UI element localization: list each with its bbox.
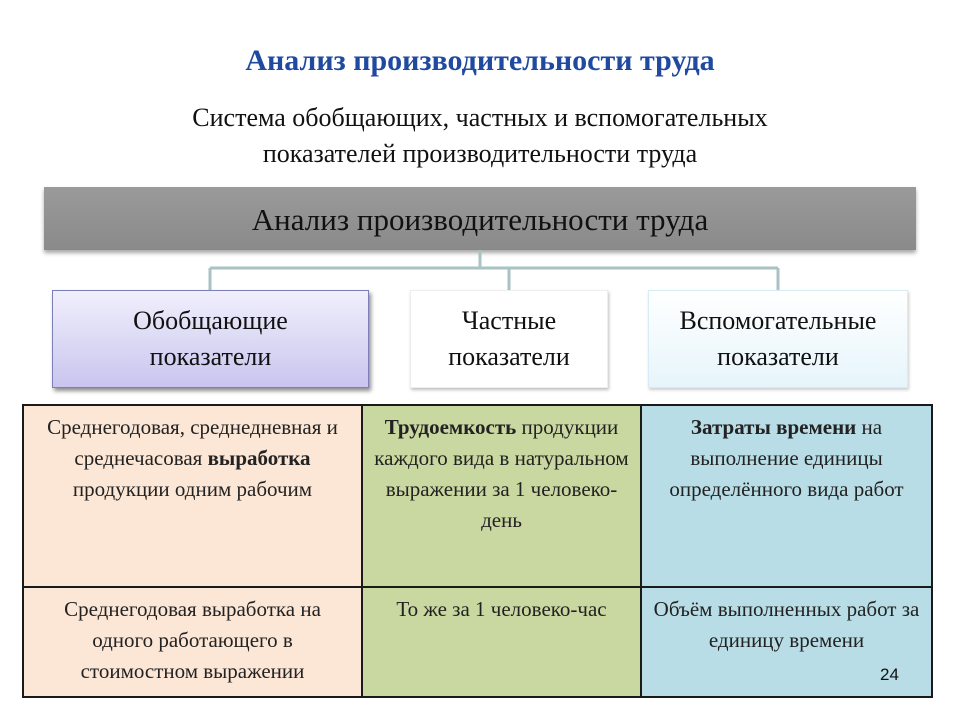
cell-auxiliary-2: Объём выполненных работ за единицу времени	[641, 587, 932, 697]
category-partial	[410, 290, 608, 388]
slide-subtitle	[120, 100, 840, 172]
cell-text: продукции каждого вида в натуральном выражении за 1 человеко-день	[374, 415, 629, 532]
cell-partial-1	[362, 405, 641, 587]
category-general	[52, 290, 369, 388]
cell-general-2: Среднегодовая выработка на одного работающего в стоимостном выражении	[23, 587, 362, 697]
slide-title: Анализ производительности труда	[245, 44, 715, 77]
cell-text: Среднегодовая, среднедневная и среднечасовая	[47, 415, 338, 470]
category-partial-line1: Частные	[461, 306, 557, 335]
root-banner: Анализ производительности труда	[44, 187, 916, 250]
cell-bold-term: Затраты времени	[690, 415, 857, 439]
cell-text: на выполнение единицы определённого вида работ	[669, 415, 904, 501]
category-partial-line2: показатели	[448, 342, 570, 371]
cell-partial-2: То же за 1 человеко-час	[362, 587, 641, 697]
table-row	[23, 405, 932, 587]
category-auxiliary	[648, 290, 908, 388]
table-row	[23, 587, 932, 697]
cell-text: продукции одним рабочим	[72, 477, 313, 501]
cell-bold-term: выработка	[207, 446, 311, 470]
category-general-line2: показатели	[149, 342, 272, 371]
category-general-line1: Обобщающие	[133, 306, 288, 335]
category-auxiliary-line1: Вспомогательные	[679, 306, 877, 335]
cell-auxiliary-1	[641, 405, 932, 587]
cell-bold-term: Трудоемкость	[384, 415, 517, 439]
page-number: 24	[880, 665, 899, 684]
indicators-table	[22, 404, 933, 698]
subtitle-line-1: Система обобщающих, частных и вспомогательных	[192, 103, 768, 132]
category-auxiliary-line2: показатели	[717, 342, 839, 371]
cell-general-1	[23, 405, 362, 587]
subtitle-line-2: показателей производительности труда	[262, 139, 698, 168]
